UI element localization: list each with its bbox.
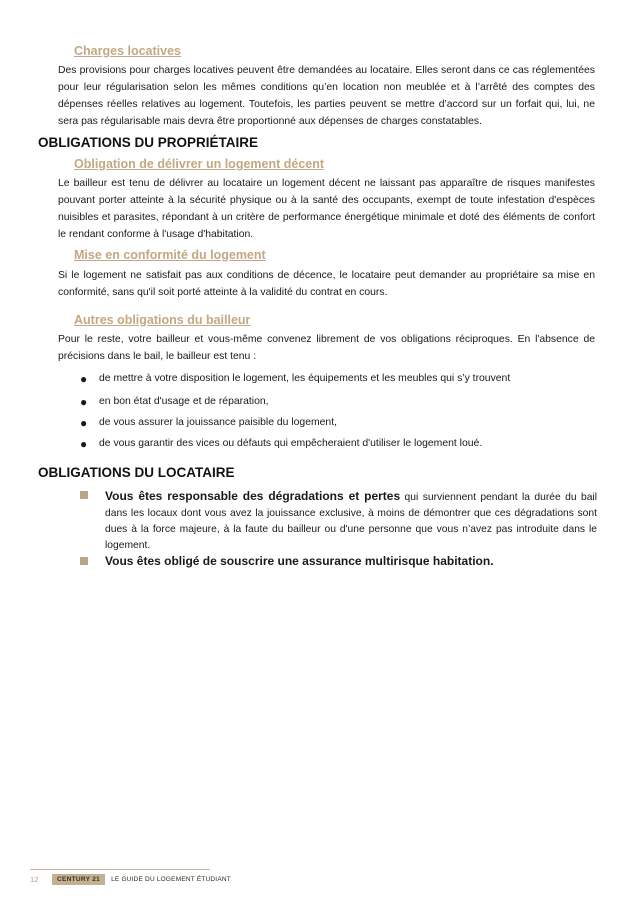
guide-title: LE GUIDE DU LOGEMENT ÉTUDIANT	[111, 875, 231, 883]
brand-logo: CENTURY 21	[52, 874, 105, 885]
square-bullet-icon	[80, 557, 88, 565]
list-item-text: en bon état d'usage et de réparation,	[99, 396, 269, 407]
tenant-obligation-text	[105, 553, 597, 571]
decent-housing-paragraph: Le bailleur est tenu de délivrer au locataire un logement décent ne laissant pas apparaître de risques manifestes pouvant porter atteinte à la sécurité physique ou à la santé des occupants, exempt de toute infestation d'espèces nuisibles et parasites, répondant à un critère de performance énergétique minimale et doté des éléments de confort le rendant conforme à l'usage d'habitation.	[58, 178, 595, 240]
tenant-obligation-bold: Vous êtes responsable des dégradations et pertes	[105, 489, 401, 503]
charges-paragraph: Des provisions pour charges locatives peuvent être demandées au locataire. Elles seront dans ce cas réglementées pour leur régularisation selon les mêmes conditions qu’en location non meublée et à l’arrêté des comptes des dépenses réelles relatives au logement. Toutefois, les parties peuvent se mettre d’accord sur un forfait qui, lui, ne sera pas régularisable mais devra être proportionné aux dépenses de charges constatables.	[58, 65, 595, 127]
bullet-icon: ●	[80, 437, 88, 451]
section-title-charges: Charges locatives	[74, 44, 181, 58]
conformity-paragraph: Si le logement ne satisfait pas aux conditions de décence, le locataire peut demander au propriétaire sa mise en conformité, sans qu'il soit porté atteinte à la validité du contrat en cours.	[58, 270, 595, 298]
footer-divider	[30, 869, 210, 870]
other-obligations-paragraph: Pour le reste, votre bailleur et vous-même convenez librement de vos obligations réciproques. En l'absence de précisions dans le bail, le bailleur est tenu :	[58, 334, 595, 362]
page-footer	[30, 872, 231, 886]
tenant-obligation-bold: Vous êtes obligé de souscrire une assurance multirisque habitation.	[105, 554, 494, 568]
list-item-text: de vous assurer la jouissance paisible du logement,	[99, 417, 337, 428]
list-item-text: de mettre à votre disposition le logement, les équipements et les meubles qui s’y trouvent	[99, 373, 511, 384]
section-title-conformity: Mise en conformité du logement	[74, 248, 266, 262]
square-bullet-icon	[80, 491, 88, 499]
heading-owner-obligations: OBLIGATIONS DU PROPRIÉTAIRE	[38, 135, 259, 150]
heading-tenant-obligations: OBLIGATIONS DU LOCATAIRE	[38, 465, 235, 480]
page-number: 12	[30, 874, 39, 884]
bullet-icon: ●	[80, 372, 88, 386]
tenant-obligation-detail: qui surviennent pendant la durée du bail dans les locaux dont vous avez la jouissance exclusive, à moins de démontrer que ces dégradations sont dues à la force majeure, à la faute du bailleur ou d'une personne que vous n’avez pas introduite dans le logement.	[105, 492, 597, 551]
tenant-obligation-text	[105, 488, 597, 554]
list-item-text: de vous garantir des vices ou défauts qui empêcheraient d'utiliser le logement loué.	[99, 438, 483, 449]
bullet-icon: ●	[80, 395, 88, 409]
bullet-icon: ●	[80, 416, 88, 430]
section-title-decent-housing: Obligation de délivrer un logement décent	[74, 157, 325, 171]
section-title-other-obligations: Autres obligations du bailleur	[74, 313, 251, 327]
